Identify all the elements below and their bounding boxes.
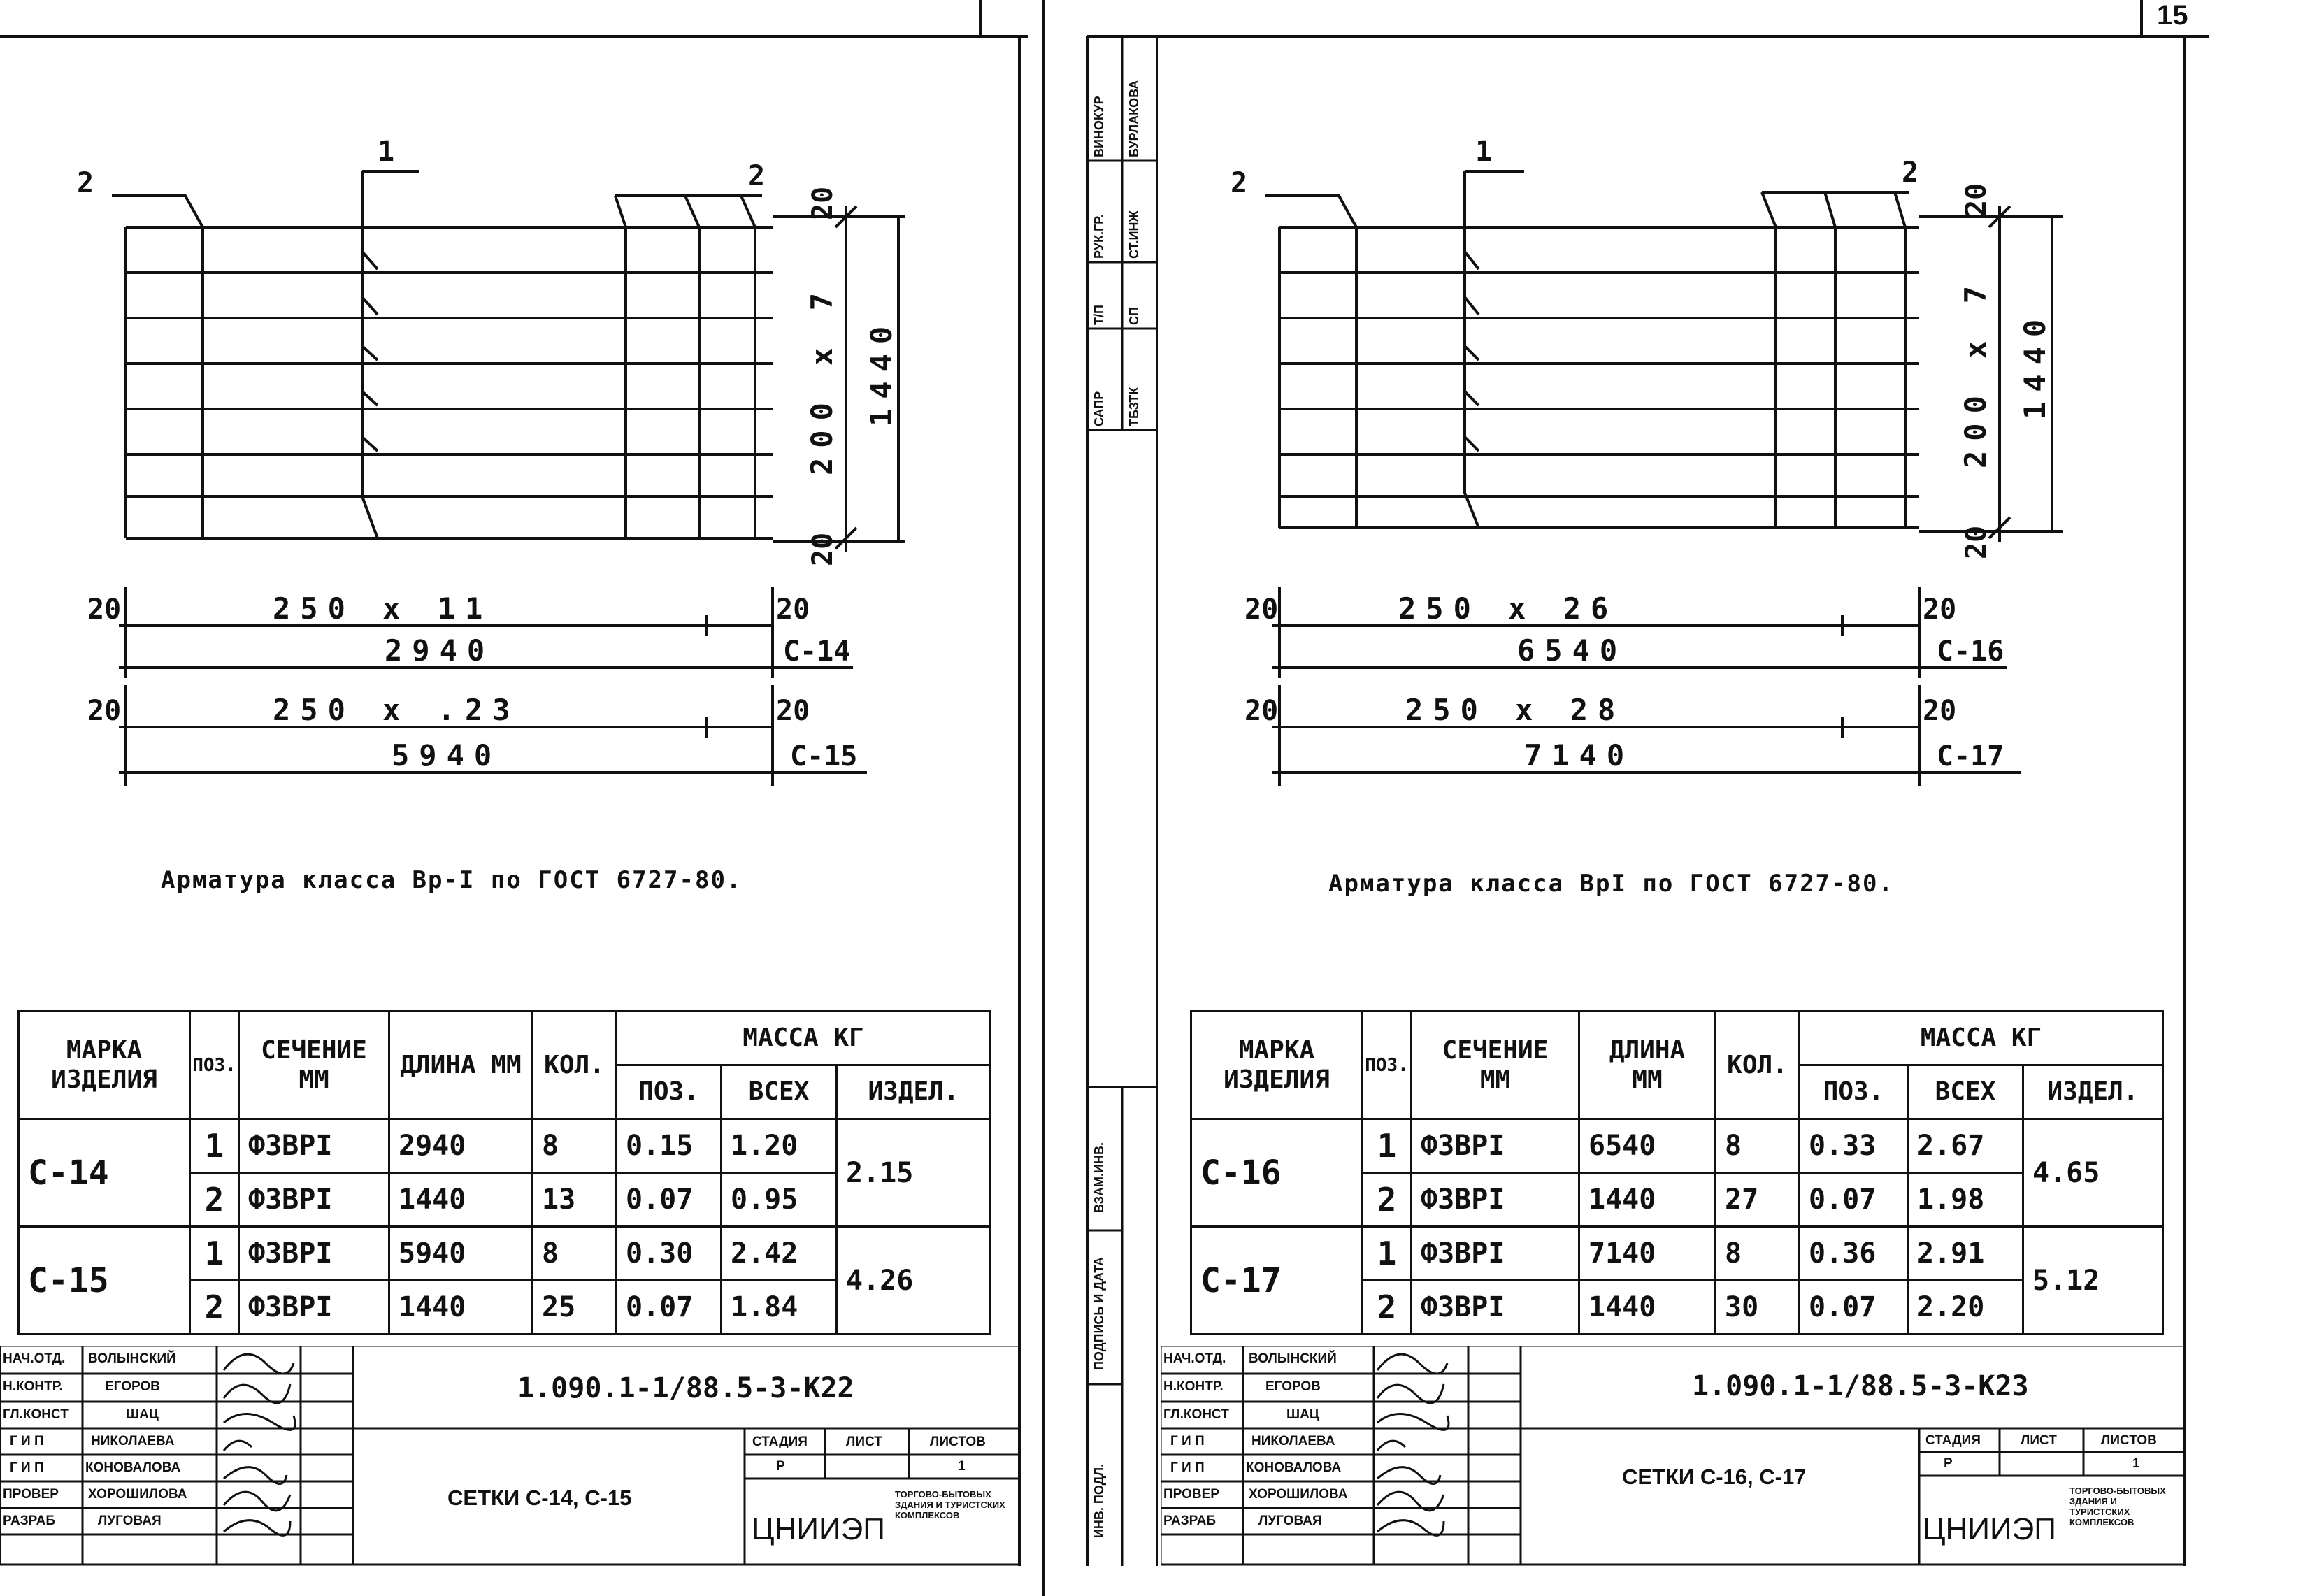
cell-mass-all: 2.42 — [722, 1227, 837, 1281]
row1-dim-left: 20 — [87, 594, 122, 626]
sheets-value: 1 — [958, 1459, 966, 1474]
pos-label-2a: 2 — [1231, 167, 1248, 199]
cell-count: 8 — [1716, 1227, 1800, 1281]
role: НАЧ.ОТД. — [1163, 1351, 1226, 1366]
header-sheet: ЛИСТ — [2021, 1433, 2057, 1448]
vert-dim-total: 1440 — [2018, 309, 2052, 419]
cell-mass-all: 1.20 — [722, 1119, 837, 1173]
side-stamp-label: ТБЗТК — [1127, 387, 1141, 426]
stage-value: Р — [776, 1459, 785, 1474]
cell-mass-item: 4.65 — [2023, 1119, 2163, 1227]
side-stamp-label: РУК.ГР. — [1092, 214, 1106, 259]
person-name: ЕГОРОВ — [1265, 1379, 1321, 1394]
cell-count: 8 — [533, 1227, 617, 1281]
vert-dim-bottom: 20 — [807, 532, 839, 566]
cell-mass-item: 5.12 — [2023, 1227, 2163, 1335]
role: ГЛ.КОНСТ — [1163, 1407, 1229, 1422]
person-name: ХОРОШИЛОВА — [88, 1487, 187, 1502]
table-row — [19, 1227, 991, 1281]
cell-count: 8 — [1716, 1119, 1800, 1173]
cell-section: Ф3ВРI — [1412, 1173, 1579, 1227]
cell-mass-pos: 0.07 — [617, 1173, 722, 1227]
header-pos: ПОЗ. — [1363, 1012, 1412, 1119]
reinforcement-note: Арматура класса Вр-I по ГОСТ 6727-80. — [161, 866, 743, 894]
row2-dim-left: 20 — [1244, 695, 1279, 727]
pos-label-2b: 2 — [1902, 157, 1919, 189]
header-sheets: ЛИСТОВ — [930, 1435, 986, 1449]
cell-length: 1440 — [1579, 1173, 1716, 1227]
cell-length: 7140 — [1579, 1227, 1716, 1281]
side-stamp-label: СТ.ИНЖ — [1127, 210, 1141, 259]
header-mass-pos: ПОЗ. — [1800, 1065, 1908, 1119]
cell-section: Ф3ВРI — [239, 1227, 389, 1281]
pos-label-2a: 2 — [77, 167, 94, 199]
role: Г И П — [1170, 1434, 1205, 1448]
vert-dim-total: 1440 — [864, 316, 898, 426]
cell-mass-all: 2.67 — [1908, 1119, 2023, 1173]
pos-label-1: 1 — [378, 136, 395, 168]
organization: ЦНИИЭП — [1923, 1512, 2056, 1546]
row1-dim-right: 20 — [1923, 594, 1957, 626]
side-stamp-label: САПР — [1092, 391, 1106, 426]
pos-label-2b: 2 — [748, 160, 766, 192]
header-stage: СТАДИЯ — [752, 1435, 808, 1449]
row1-dim-mid: 250 x 26 — [1398, 591, 1619, 626]
header-count: КОЛ. — [1716, 1012, 1800, 1119]
role: Н.КОНТР. — [1163, 1379, 1224, 1394]
person-name: ШАЦ — [1286, 1407, 1319, 1422]
person-name: ВОЛЫНСКИЙ — [88, 1351, 176, 1366]
cell-count: 13 — [533, 1173, 617, 1227]
row2-dim-total: 5940 — [392, 738, 502, 772]
row1-dim-mid: 250 x 11 — [273, 591, 493, 626]
organization: ЦНИИЭП — [752, 1512, 885, 1546]
header-mass-pos: ПОЗ. — [617, 1065, 722, 1119]
title-block-left — [0, 1346, 1021, 1566]
cell-count: 27 — [1716, 1173, 1800, 1227]
row2-dim-right: 20 — [776, 695, 810, 727]
role: Г И П — [10, 1460, 44, 1475]
cell-mass-item: 4.26 — [837, 1227, 991, 1335]
row1-mark: C-16 — [1937, 635, 2004, 668]
person-name: ЛУГОВАЯ — [98, 1514, 162, 1528]
row2-dim-mid: 250 x .23 — [273, 693, 520, 727]
cell-mass-pos: 0.36 — [1800, 1227, 1908, 1281]
cell-pos: 1 — [1363, 1227, 1412, 1281]
cell-pos: 2 — [190, 1281, 239, 1335]
sheets-value: 1 — [2132, 1456, 2140, 1471]
row2-mark: C-15 — [790, 740, 858, 772]
role: Г И П — [1170, 1460, 1205, 1475]
person-name: ЕГОРОВ — [105, 1379, 160, 1394]
role: НАЧ.ОТД. — [3, 1351, 66, 1366]
cell-mass-all: 0.95 — [722, 1173, 837, 1227]
cell-section: Ф3ВРI — [239, 1119, 389, 1173]
mesh-drawing-left — [0, 105, 979, 916]
drawing-title: СЕТКИ С-14, С-15 — [447, 1486, 632, 1510]
cell-length: 1440 — [389, 1173, 533, 1227]
organization-subtitle: ТОРГОВО-БЫТОВЫХ ЗДАНИЯ И ТУРИСТСКИХ КОМПЛЕКСОВ — [895, 1489, 1005, 1520]
cell-mass-pos: 0.07 — [1800, 1173, 1908, 1227]
person-name: КОНОВАЛОВА — [85, 1460, 181, 1475]
header-mass-item: ИЗДЕЛ. — [837, 1065, 991, 1119]
cell-pos: 1 — [190, 1119, 239, 1173]
table-row — [19, 1119, 991, 1173]
cell-section: Ф3ВРI — [1412, 1227, 1579, 1281]
row2-mark: C-17 — [1937, 740, 2004, 772]
cell-pos: 1 — [1363, 1119, 1412, 1173]
cell-mass-all: 1.98 — [1908, 1173, 2023, 1227]
cell-length: 1440 — [389, 1281, 533, 1335]
header-mark: МАРКА ИЗДЕЛИЯ — [1191, 1012, 1363, 1119]
person-name: ЛУГОВАЯ — [1258, 1514, 1322, 1528]
role: Г И П — [10, 1434, 44, 1448]
table-row — [1191, 1119, 2163, 1173]
header-mass: МАССА КГ — [1800, 1012, 2163, 1065]
row1-dim-total: 2940 — [385, 633, 495, 668]
cell-count: 8 — [533, 1119, 617, 1173]
header-mass: МАССА КГ — [617, 1012, 991, 1065]
spec-table-right — [1190, 1010, 2164, 1335]
cell-section: Ф3ВРI — [1412, 1281, 1579, 1335]
cell-length: 6540 — [1579, 1119, 1716, 1173]
header-sheet: ЛИСТ — [846, 1435, 882, 1449]
role: Н.КОНТР. — [3, 1379, 63, 1394]
cell-pos: 2 — [190, 1173, 239, 1227]
document-code: 1.090.1-1/88.5-3-К22 — [517, 1372, 854, 1404]
cell-mass-pos: 0.33 — [1800, 1119, 1908, 1173]
cell-section: Ф3ВРI — [239, 1173, 389, 1227]
header-sheets: ЛИСТОВ — [2101, 1433, 2157, 1448]
reinforcement-note: Арматура класса ВрI по ГОСТ 6727-80. — [1328, 870, 1894, 898]
header-length: ДЛИНА ММ — [1579, 1012, 1716, 1119]
title-block-right — [1161, 1346, 2187, 1566]
side-stamp-label: БУРЛАКОВА — [1127, 80, 1141, 157]
person-name: НИКОЛАЕВА — [91, 1434, 175, 1448]
header-stage: СТАДИЯ — [1925, 1433, 1981, 1448]
cell-mark: С-17 — [1191, 1227, 1363, 1335]
role: ГЛ.КОНСТ — [3, 1407, 69, 1422]
header-mass-all: ВСЕХ — [1908, 1065, 2023, 1119]
cell-pos: 2 — [1363, 1173, 1412, 1227]
person-name: ШАЦ — [126, 1407, 159, 1422]
person-name: НИКОЛАЕВА — [1251, 1434, 1335, 1448]
cell-count: 30 — [1716, 1281, 1800, 1335]
organization-subtitle: ТОРГОВО-БЫТОВЫХ ЗДАНИЯ И ТУРИСТСКИХ КОМПЛЕКСОВ — [2069, 1486, 2166, 1527]
cell-mass-pos: 0.07 — [1800, 1281, 1908, 1335]
row1-dim-right: 20 — [776, 594, 810, 626]
role: ПРОВЕР — [3, 1487, 59, 1502]
header-count: КОЛ. — [533, 1012, 617, 1119]
row2-dim-right: 20 — [1923, 695, 1957, 727]
header-section: СЕЧЕНИЕ ММ — [1412, 1012, 1579, 1119]
side-label: ПОДПИСЬ И ДАТА — [1092, 1256, 1106, 1370]
cell-pos: 2 — [1363, 1281, 1412, 1335]
cell-mass-pos: 0.15 — [617, 1119, 722, 1173]
header-pos: ПОЗ. — [190, 1012, 239, 1119]
cell-mass-pos: 0.07 — [617, 1281, 722, 1335]
role: РАЗРАБ — [3, 1514, 56, 1528]
table-row — [1191, 1227, 2163, 1281]
cell-count: 25 — [533, 1281, 617, 1335]
header-mass-all: ВСЕХ — [722, 1065, 837, 1119]
page-number: 15 — [2157, 0, 2188, 31]
header-length: ДЛИНА ММ — [389, 1012, 533, 1119]
cell-mass-all: 1.84 — [722, 1281, 837, 1335]
role: ПРОВЕР — [1163, 1487, 1219, 1502]
cell-mark: С-15 — [19, 1227, 190, 1335]
role: РАЗРАБ — [1163, 1514, 1217, 1528]
cell-mass-item: 2.15 — [837, 1119, 991, 1227]
header-section: СЕЧЕНИЕ ММ — [239, 1012, 389, 1119]
spec-table-left — [17, 1010, 991, 1335]
row1-dim-left: 20 — [1244, 594, 1279, 626]
person-name: ХОРОШИЛОВА — [1249, 1487, 1348, 1502]
mesh-drawing-right — [1161, 105, 2139, 916]
side-label: ВЗАМ.ИНВ. — [1092, 1142, 1106, 1213]
row1-dim-total: 6540 — [1517, 633, 1628, 668]
row1-mark: C-14 — [783, 635, 851, 668]
row2-dim-total: 7140 — [1524, 738, 1635, 772]
vert-dim-mid: 200 x 7 — [805, 282, 839, 475]
cell-mark: С-16 — [1191, 1119, 1363, 1227]
cell-length: 5940 — [389, 1227, 533, 1281]
cell-section: Ф3ВРI — [239, 1281, 389, 1335]
cell-mass-pos: 0.30 — [617, 1227, 722, 1281]
stage-value: Р — [1944, 1456, 1953, 1471]
vert-dim-mid: 200 x 7 — [1958, 275, 1993, 468]
vert-dim-top: 20 — [1960, 182, 1993, 217]
side-stamp-label: ВИНОКУР — [1092, 96, 1106, 157]
cell-pos: 1 — [190, 1227, 239, 1281]
row2-dim-left: 20 — [87, 695, 122, 727]
person-name: ВОЛЫНСКИЙ — [1249, 1351, 1337, 1366]
side-stamp-label: Т/П — [1092, 305, 1106, 325]
header-mass-item: ИЗДЕЛ. — [2023, 1065, 2163, 1119]
cell-section: Ф3ВРI — [1412, 1119, 1579, 1173]
header-mark: МАРКА ИЗДЕЛИЯ — [19, 1012, 190, 1119]
cell-mark: С-14 — [19, 1119, 190, 1227]
person-name: КОНОВАЛОВА — [1246, 1460, 1342, 1475]
cell-mass-all: 2.20 — [1908, 1281, 2023, 1335]
pos-label-1: 1 — [1475, 136, 1493, 168]
cell-mass-all: 2.91 — [1908, 1227, 2023, 1281]
document-code: 1.090.1-1/88.5-3-К23 — [1692, 1370, 2029, 1402]
row2-dim-mid: 250 x 28 — [1405, 693, 1626, 727]
vert-dim-bottom: 20 — [1960, 525, 1993, 559]
side-label: ИНВ. ПОДЛ. — [1092, 1463, 1106, 1538]
vert-dim-top: 20 — [807, 186, 839, 220]
drawing-title: СЕТКИ С-16, С-17 — [1622, 1465, 1807, 1489]
cell-length: 2940 — [389, 1119, 533, 1173]
cell-length: 1440 — [1579, 1281, 1716, 1335]
side-stamp-label: СП — [1127, 307, 1141, 325]
